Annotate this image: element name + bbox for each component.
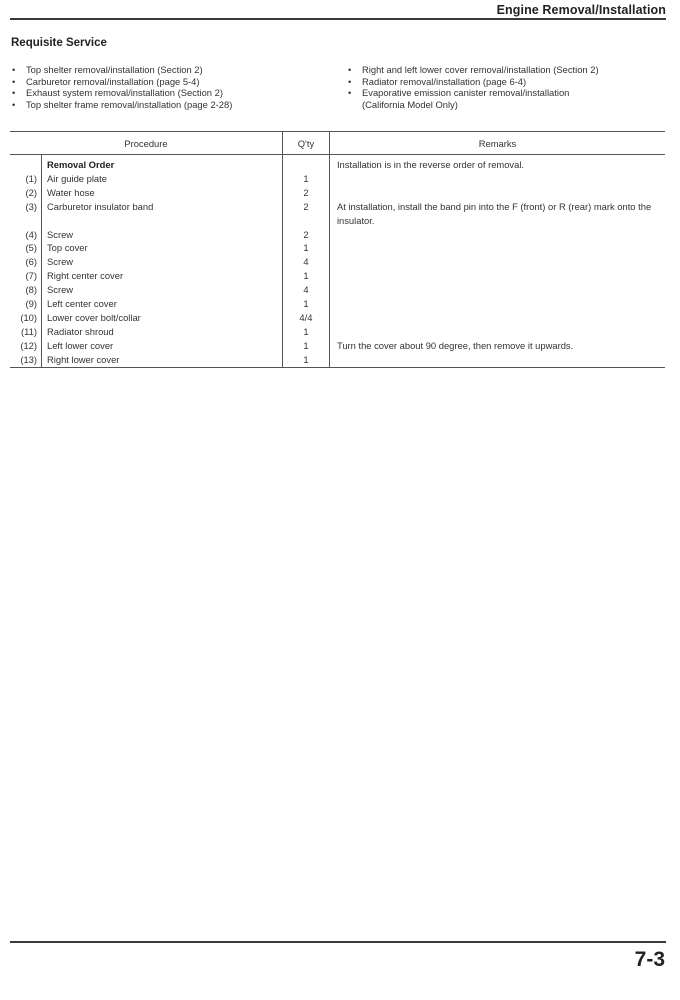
row-remark bbox=[329, 297, 665, 311]
row-qty: 1 bbox=[282, 339, 329, 353]
row-qty: 4 bbox=[282, 283, 329, 297]
footer-divider bbox=[10, 941, 666, 943]
row-remark bbox=[329, 311, 665, 325]
qty-column-header: Q'ty bbox=[282, 132, 329, 155]
row-part-name: Water hose bbox=[47, 186, 95, 198]
page-number: 7-3 bbox=[634, 948, 665, 971]
requisite-item: • Carburetor removal/installation (page 5-4) bbox=[12, 75, 200, 87]
bullet-icon: • bbox=[348, 64, 352, 75]
row-number: (13) bbox=[10, 353, 42, 367]
requisite-item: • Exhaust system removal/installation (Section 2) bbox=[12, 87, 223, 99]
row-number: (6) bbox=[10, 255, 42, 269]
row-number: (3) bbox=[10, 200, 42, 216]
requisite-item: • Evaporative emission canister removal/installation (California Model Only) bbox=[348, 87, 673, 110]
table-row bbox=[10, 186, 665, 200]
row-number: (11) bbox=[10, 325, 42, 339]
row-qty: 1 bbox=[282, 172, 329, 186]
bullet-icon: • bbox=[12, 64, 16, 75]
table-row bbox=[10, 255, 665, 269]
requisite-item: • Radiator removal/installation (page 6-4) bbox=[348, 75, 527, 87]
row-number: (4) bbox=[10, 228, 42, 242]
table-row bbox=[10, 353, 665, 367]
table-header-row bbox=[10, 132, 665, 155]
remarks-column-header: Remarks bbox=[329, 132, 665, 155]
row-part-name: Top cover bbox=[47, 242, 88, 254]
row-part-name: Screw bbox=[47, 284, 74, 296]
row-part-name: Radiator shroud bbox=[47, 325, 114, 337]
removal-order-remark: Installation is in the reverse order of removal. bbox=[336, 159, 525, 170]
row-remark bbox=[329, 269, 665, 283]
removal-order-label: Removal Order bbox=[47, 159, 115, 170]
table-row bbox=[10, 228, 665, 242]
row-number: (2) bbox=[10, 186, 42, 200]
requisite-item: • Top shelter frame removal/installation (page 2-28) bbox=[12, 98, 233, 110]
row-qty: 1 bbox=[282, 325, 329, 339]
requisite-service-heading: Requisite Service bbox=[11, 37, 107, 49]
row-remark bbox=[329, 325, 665, 339]
row-part-name: Screw bbox=[47, 256, 74, 268]
table-row bbox=[10, 200, 665, 216]
row-qty: 4/4 bbox=[282, 311, 329, 325]
row-number: (12) bbox=[10, 339, 42, 353]
requisite-list-left bbox=[12, 64, 332, 110]
page-header-title: Engine Removal/Installation bbox=[496, 3, 666, 17]
header-divider bbox=[10, 18, 666, 20]
row-part-name: Left center cover bbox=[47, 298, 117, 310]
procedure-table bbox=[10, 131, 665, 368]
row-part-name: Carburetor insulator band bbox=[47, 200, 154, 212]
row-number: (7) bbox=[10, 269, 42, 283]
row-qty: 1 bbox=[282, 353, 329, 367]
table-row bbox=[10, 155, 665, 172]
requisite-item: • Top shelter removal/installation (Section 2) bbox=[12, 64, 203, 75]
table-row bbox=[10, 311, 665, 325]
row-number: (10) bbox=[10, 311, 42, 325]
row-number: (8) bbox=[10, 283, 42, 297]
row-part-name: Left lower cover bbox=[47, 339, 114, 351]
table-row bbox=[10, 339, 665, 353]
row-remark bbox=[329, 255, 665, 269]
bullet-icon: • bbox=[12, 87, 16, 99]
row-remark bbox=[329, 241, 665, 255]
row-part-name: Lower cover bolt/collar bbox=[47, 311, 141, 323]
row-part-name: Screw bbox=[47, 228, 74, 240]
row-part-name: Right center cover bbox=[47, 270, 124, 282]
row-qty: 1 bbox=[282, 297, 329, 311]
requisite-list-right bbox=[348, 64, 673, 110]
row-qty: 2 bbox=[282, 228, 329, 242]
row-remark: Turn the cover about 90 degree, then remove it upwards. bbox=[336, 339, 574, 351]
table-row bbox=[10, 297, 665, 311]
row-remark bbox=[329, 228, 665, 242]
row-remark bbox=[329, 283, 665, 297]
procedure-column-header: Procedure bbox=[10, 132, 282, 155]
bullet-icon: • bbox=[348, 87, 352, 99]
bullet-icon: • bbox=[12, 75, 16, 87]
bullet-icon: • bbox=[348, 75, 352, 87]
table-row bbox=[10, 172, 665, 186]
bullet-icon: • bbox=[12, 98, 16, 110]
requisite-item: • Right and left lower cover removal/installation (Section 2) bbox=[348, 64, 599, 75]
requisite-item-continuation: (California Model Only) bbox=[362, 98, 458, 110]
row-part-name: Right lower cover bbox=[47, 353, 120, 365]
row-number: (5) bbox=[10, 241, 42, 255]
row-remark bbox=[329, 186, 665, 200]
table-row bbox=[10, 241, 665, 255]
row-number: (1) bbox=[10, 172, 42, 186]
table-row bbox=[10, 283, 665, 297]
row-qty: 1 bbox=[282, 269, 329, 283]
row-qty: 4 bbox=[282, 255, 329, 269]
row-part-name: Air guide plate bbox=[47, 172, 107, 184]
row-remark bbox=[329, 172, 665, 186]
row-qty: 2 bbox=[282, 186, 329, 200]
row-qty: 2 bbox=[282, 200, 329, 216]
table-row bbox=[10, 325, 665, 339]
row-remark bbox=[329, 353, 665, 367]
table-row bbox=[10, 269, 665, 283]
row-qty: 1 bbox=[282, 241, 329, 255]
row-number: (9) bbox=[10, 297, 42, 311]
row-remark: At installation, install the band pin into the F (front) or R (rear) mark onto the insulator. bbox=[336, 200, 652, 226]
